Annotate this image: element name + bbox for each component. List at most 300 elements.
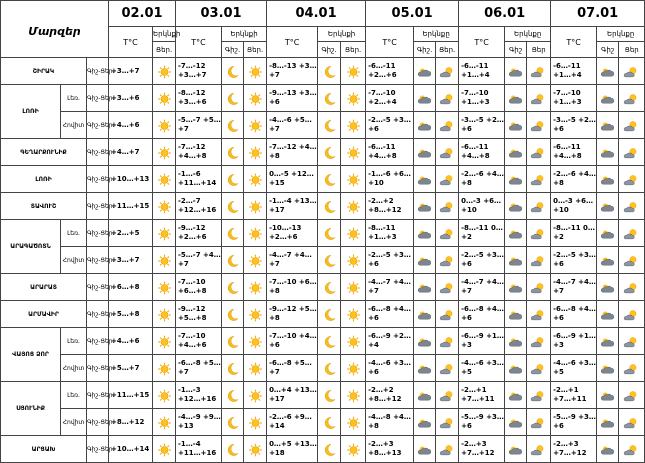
moon-icon (222, 247, 244, 274)
region-name: ԳԵՂԱՐՔՈՒՆԻՔ (1, 139, 87, 166)
temperature-cell: +8…+12 (109, 409, 153, 436)
table-row (1, 247, 645, 274)
cloud-icon (505, 274, 527, 301)
temperature-cell: -1…-4 +13…+17 (267, 193, 318, 220)
night-header: Գիշ (505, 42, 527, 58)
temperature-cell: -5…-7 +5…+7 (176, 112, 222, 139)
cloud-icon (597, 220, 619, 247)
cloud-icon (414, 139, 436, 166)
region-name: ԱՐՄԱՎԻՐ (1, 301, 87, 328)
sun-icon (153, 193, 176, 220)
temperature-cell: -4…-6 +3…+6 (366, 355, 414, 382)
day-header: Ցեր. (436, 42, 459, 58)
region-name: ՇԻՐԱԿ (1, 58, 87, 85)
temperature-cell: -8…-13 +3…+7 (267, 58, 318, 85)
sun-cloud-icon (527, 139, 551, 166)
sun-icon (153, 382, 176, 409)
sun-icon (153, 436, 176, 463)
sun-icon (244, 58, 267, 85)
sun-icon (153, 139, 176, 166)
temperature-cell: -4…-6 +3…+5 (551, 355, 597, 382)
moon-icon (222, 220, 244, 247)
sun-cloud-icon (436, 436, 459, 463)
cloud-icon (414, 436, 436, 463)
cloud-icon (414, 166, 436, 193)
sun-cloud-icon (436, 355, 459, 382)
table-row (1, 220, 645, 247)
cloud-icon (414, 220, 436, 247)
sun-icon (244, 301, 267, 328)
sun-cloud-icon (619, 166, 645, 193)
sun-icon (244, 166, 267, 193)
night-header: Գիշ. (318, 42, 341, 58)
temperature-cell: -6…-11 +4…+8 (551, 139, 597, 166)
temperature-cell: -2…+3 +7…+12 (551, 436, 597, 463)
moon-icon (222, 58, 244, 85)
period-label: Գիշ-Ցեր. (87, 166, 109, 193)
temperature-cell: -3…-5 +2…+6 (551, 112, 597, 139)
temperature-cell: -7…-10 +1…+3 (459, 85, 505, 112)
period-label: Գիշ-Ցեր. (87, 409, 109, 436)
temperature-cell: -2…-6 +4…+8 (551, 166, 597, 193)
moon-icon (222, 274, 244, 301)
sun-cloud-icon (619, 247, 645, 274)
day-header: Ցեր. (341, 42, 366, 58)
sun-icon (341, 220, 366, 247)
temperature-cell: -2…-5 +3…+6 (366, 112, 414, 139)
temperature-cell: -6…-11 +1…+4 (459, 58, 505, 85)
moon-icon (222, 139, 244, 166)
cloud-icon (597, 382, 619, 409)
cloud-icon (414, 85, 436, 112)
sun-icon (153, 112, 176, 139)
date-header: 06.01 (459, 1, 551, 27)
sun-icon (153, 409, 176, 436)
temperature-cell: -9…-12 +5…+8 (267, 301, 318, 328)
temperature-cell: -6…-8 +5…+7 (267, 355, 318, 382)
moon-icon (318, 436, 341, 463)
sky-header: Երկնքը (414, 27, 459, 42)
cloud-icon (505, 166, 527, 193)
period-label: Գիշ-Ցեր. (87, 301, 109, 328)
period-label: Գիշ-Ցեր. (87, 85, 109, 112)
cloud-icon (414, 274, 436, 301)
sun-icon (244, 139, 267, 166)
subregion-name: Հովիտ (61, 355, 87, 382)
temperature-cell: -2…-5 +3…+6 (459, 247, 505, 274)
moon-icon (318, 193, 341, 220)
sun-cloud-icon (527, 85, 551, 112)
sun-cloud-icon (436, 220, 459, 247)
cloud-icon (505, 382, 527, 409)
cloud-icon (505, 193, 527, 220)
sun-icon (244, 274, 267, 301)
table-row (1, 139, 645, 166)
sun-cloud-icon (527, 328, 551, 355)
sun-icon (341, 139, 366, 166)
sky-header: Երկնքի (222, 27, 267, 42)
cloud-icon (414, 112, 436, 139)
sun-cloud-icon (436, 166, 459, 193)
table-row (1, 301, 645, 328)
temperature-cell: -10…-13 +2…+6 (267, 220, 318, 247)
temperature-cell: -3…-5 +2…+6 (459, 112, 505, 139)
sun-cloud-icon (436, 328, 459, 355)
temperature-cell: -2…+3 +7…+12 (459, 436, 505, 463)
temperature-cell: -2…-6 +9…+14 (267, 409, 318, 436)
temperature-cell: -7…-12 +4…+8 (267, 139, 318, 166)
sun-cloud-icon (527, 436, 551, 463)
table-row (1, 193, 645, 220)
sun-icon (341, 328, 366, 355)
temperature-cell: -6…-11 +4…+8 (459, 139, 505, 166)
sun-icon (341, 85, 366, 112)
temperature-cell: -6…-9 +2…+4 (366, 328, 414, 355)
cloud-icon (597, 328, 619, 355)
temp-header: T°C (267, 27, 318, 58)
temperature-cell: -5…-9 +3…+6 (459, 409, 505, 436)
sun-icon (244, 220, 267, 247)
sun-icon (153, 58, 176, 85)
temperature-cell: -2…+3 +8…+13 (366, 436, 414, 463)
sun-cloud-icon (619, 274, 645, 301)
subregion-name: Հովիտ (61, 247, 87, 274)
sun-icon (153, 85, 176, 112)
sun-icon (244, 193, 267, 220)
sun-cloud-icon (527, 274, 551, 301)
sky-header: Երկնքի (153, 27, 176, 42)
table-row (1, 409, 645, 436)
subregion-name: Հովիտ (61, 409, 87, 436)
temperature-cell: 0…-3 +6…+10 (551, 193, 597, 220)
cloud-icon (505, 112, 527, 139)
cloud-icon (505, 301, 527, 328)
temp-header: T°C (366, 27, 414, 58)
sun-icon (153, 274, 176, 301)
moon-icon (318, 166, 341, 193)
sun-icon (153, 166, 176, 193)
day-header: Ցեր. (153, 42, 176, 58)
cloud-icon (597, 247, 619, 274)
sun-cloud-icon (619, 58, 645, 85)
sun-cloud-icon (527, 166, 551, 193)
moon-icon (318, 58, 341, 85)
temperature-cell: +10…+13 (109, 166, 153, 193)
cloud-icon (505, 139, 527, 166)
temperature-cell: +11…+15 (109, 193, 153, 220)
temperature-cell: -1…-4 +11…+16 (176, 436, 222, 463)
region-name: ՏԱՎՈՒՇ (1, 193, 87, 220)
period-label: Գիշ-Ցեր. (87, 355, 109, 382)
cloud-icon (414, 409, 436, 436)
temp-header: T°C (176, 27, 222, 58)
moon-icon (318, 112, 341, 139)
temperature-cell: -6…-11 +2…+6 (366, 58, 414, 85)
temperature-cell: -8…-11 0…+2 (459, 220, 505, 247)
cloud-icon (505, 247, 527, 274)
temperature-cell: -9…-12 +2…+6 (176, 220, 222, 247)
sun-cloud-icon (527, 409, 551, 436)
table-row (1, 85, 645, 112)
temperature-cell: -9…-13 +3…+6 (267, 85, 318, 112)
sun-cloud-icon (619, 139, 645, 166)
sun-icon (153, 220, 176, 247)
moon-icon (318, 220, 341, 247)
cloud-icon (597, 436, 619, 463)
sun-icon (341, 436, 366, 463)
period-label: Գիշ-Ցեր. (87, 382, 109, 409)
cloud-icon (505, 58, 527, 85)
temperature-cell: -7…-10 +4…+6 (176, 328, 222, 355)
sky-header: Երկնքի (318, 27, 366, 42)
table-row (1, 436, 645, 463)
cloud-icon (505, 85, 527, 112)
moon-icon (318, 247, 341, 274)
moon-icon (318, 382, 341, 409)
sun-cloud-icon (619, 436, 645, 463)
period-label: Գիշ-Ցեր. (87, 58, 109, 85)
temperature-cell: +5…+8 (109, 301, 153, 328)
sun-cloud-icon (436, 409, 459, 436)
moon-icon (222, 328, 244, 355)
period-label: Գիշ-Ցեր. (87, 274, 109, 301)
sun-cloud-icon (619, 328, 645, 355)
sun-cloud-icon (527, 382, 551, 409)
sun-icon (341, 355, 366, 382)
sun-cloud-icon (436, 58, 459, 85)
table-row (1, 112, 645, 139)
temperature-cell: -7…-10 +6…+8 (267, 274, 318, 301)
temperature-cell: -6…-11 +1…+4 (551, 58, 597, 85)
moon-icon (318, 301, 341, 328)
day-header: Ցեր. (244, 42, 267, 58)
moon-icon (318, 409, 341, 436)
temperature-cell: -2…-6 +4…+8 (459, 166, 505, 193)
cloud-icon (505, 436, 527, 463)
moon-icon (222, 301, 244, 328)
region-name: ԱՐՑԱԽ (1, 436, 87, 463)
date-header: 04.01 (267, 1, 366, 27)
temperature-cell: -6…-8 +5…+7 (176, 355, 222, 382)
sun-icon (244, 112, 267, 139)
temperature-cell: -1…-3 +12…+16 (176, 382, 222, 409)
moon-icon (318, 139, 341, 166)
moon-icon (222, 382, 244, 409)
temperature-cell: 0…+4 +13…+17 (267, 382, 318, 409)
temperature-cell: -2…-5 +3…+6 (551, 247, 597, 274)
temperature-cell: -9…-12 +5…+8 (176, 301, 222, 328)
cloud-icon (597, 355, 619, 382)
sun-cloud-icon (619, 193, 645, 220)
sun-cloud-icon (436, 301, 459, 328)
sun-cloud-icon (436, 112, 459, 139)
moon-icon (222, 193, 244, 220)
temperature-cell: -6…-11 +4…+8 (366, 139, 414, 166)
temp-header: T°C (551, 27, 597, 58)
moon-icon (222, 166, 244, 193)
sun-icon (244, 328, 267, 355)
sky-header: Երկնքը (597, 27, 645, 42)
sun-cloud-icon (619, 112, 645, 139)
sun-cloud-icon (436, 139, 459, 166)
temperature-cell: -6…-8 +4…+6 (366, 301, 414, 328)
temperature-cell: +4…+6 (109, 112, 153, 139)
temperature-cell: -7…-12 +4…+8 (176, 139, 222, 166)
cloud-icon (597, 166, 619, 193)
sun-icon (341, 409, 366, 436)
sun-icon (244, 436, 267, 463)
temperature-cell: -6…-9 +1…+3 (459, 328, 505, 355)
night-header: Գիշ. (414, 42, 436, 58)
moon-icon (318, 274, 341, 301)
date-header: 03.01 (176, 1, 267, 27)
temperature-cell: -5…-9 +3…+6 (551, 409, 597, 436)
sun-icon (153, 328, 176, 355)
temperature-cell: -2…+2 +8…+12 (366, 193, 414, 220)
cloud-icon (597, 274, 619, 301)
cloud-icon (505, 328, 527, 355)
cloud-icon (414, 58, 436, 85)
cloud-icon (597, 58, 619, 85)
sun-cloud-icon (527, 112, 551, 139)
period-label: Գիշ-Ցեր. (87, 328, 109, 355)
temp-header: T°C (459, 27, 505, 58)
cloud-icon (505, 409, 527, 436)
sun-icon (153, 301, 176, 328)
temperature-cell: +11…+15 (109, 382, 153, 409)
subregion-name: Լեռ. (61, 328, 87, 355)
temperature-cell: -7…-10 +4…+6 (267, 328, 318, 355)
moon-icon (222, 409, 244, 436)
temp-header: T°C (109, 27, 153, 58)
period-label: Գիշ-Ցեր. (87, 436, 109, 463)
period-label: Գիշ-Ցեր. (87, 193, 109, 220)
temperature-cell: -6…-8 +4…+6 (459, 301, 505, 328)
region-name: ՍՅՈՒՆԻՔ (1, 382, 61, 436)
sun-icon (341, 301, 366, 328)
sun-cloud-icon (436, 193, 459, 220)
temperature-cell: -4…-7 +4…+7 (459, 274, 505, 301)
sun-icon (153, 355, 176, 382)
region-name: ՎԱՅՈՑ ՁՈՐ (1, 328, 61, 382)
subregion-name: Լեռ. (61, 85, 87, 112)
temperature-cell: +10…+14 (109, 436, 153, 463)
temperature-cell: -1…-6 +6…+10 (366, 166, 414, 193)
temperature-cell: -6…-9 +1…+3 (551, 328, 597, 355)
sky-header: Երկնքը (505, 27, 551, 42)
sun-cloud-icon (436, 247, 459, 274)
table-row (1, 382, 645, 409)
sun-icon (341, 382, 366, 409)
temperature-cell: -8…-11 +1…+3 (366, 220, 414, 247)
period-label: Գիշ-Ցեր. (87, 247, 109, 274)
cloud-icon (597, 85, 619, 112)
period-label: Գիշ-Ցեր. (87, 139, 109, 166)
sun-icon (244, 247, 267, 274)
cloud-icon (414, 247, 436, 274)
sun-icon (341, 58, 366, 85)
moon-icon (318, 85, 341, 112)
sun-cloud-icon (527, 355, 551, 382)
temperature-cell: -8…-11 0…+2 (551, 220, 597, 247)
temperature-cell: -4…-7 +4…+7 (267, 247, 318, 274)
sun-icon (341, 193, 366, 220)
temperature-cell: -1…-6 +11…+14 (176, 166, 222, 193)
moon-icon (222, 112, 244, 139)
cloud-icon (597, 112, 619, 139)
moon-icon (318, 328, 341, 355)
table-row (1, 328, 645, 355)
temperature-cell: +4…+6 (109, 328, 153, 355)
sun-icon (153, 247, 176, 274)
temperature-cell: +2…+5 (109, 220, 153, 247)
sun-cloud-icon (527, 193, 551, 220)
period-label: Գիշ-Ցեր. (87, 220, 109, 247)
temperature-cell: -7…-10 +1…+3 (551, 85, 597, 112)
table-row (1, 274, 645, 301)
temperature-cell: -4…-9 +9…+13 (176, 409, 222, 436)
day-header: Ցեր (619, 42, 645, 58)
cloud-icon (597, 409, 619, 436)
cloud-icon (505, 355, 527, 382)
temperature-cell: +5…+7 (109, 355, 153, 382)
cloud-icon (597, 301, 619, 328)
temperature-cell: -7…-10 +2…+4 (366, 85, 414, 112)
temperature-cell: +3…+7 (109, 247, 153, 274)
table-row (1, 166, 645, 193)
cloud-icon (414, 301, 436, 328)
temperature-cell: -4…-8 +4…+8 (366, 409, 414, 436)
subregion-name: Լեռ. (61, 382, 87, 409)
moon-icon (222, 85, 244, 112)
sun-icon (341, 274, 366, 301)
temperature-cell: 0…-5 +12…+15 (267, 166, 318, 193)
sun-cloud-icon (619, 85, 645, 112)
temperature-cell: -8…-12 +3…+6 (176, 85, 222, 112)
cloud-icon (414, 193, 436, 220)
temperature-cell: +3…+7 (109, 58, 153, 85)
region-name: ԼՈՌԻ (1, 166, 87, 193)
night-header: Գիշ (597, 42, 619, 58)
temperature-cell: +6…+8 (109, 274, 153, 301)
subregion-name: Հովիտ (61, 112, 87, 139)
sun-icon (341, 247, 366, 274)
date-header: 05.01 (366, 1, 459, 27)
temperature-cell: -4…-7 +4…+7 (551, 274, 597, 301)
period-label: Գիշ-Ցեր. (87, 112, 109, 139)
sun-cloud-icon (527, 247, 551, 274)
date-header: 07.01 (551, 1, 645, 27)
temperature-cell: 0…-3 +6…+10 (459, 193, 505, 220)
temperature-cell: -6…-8 +4…+6 (551, 301, 597, 328)
sun-icon (341, 112, 366, 139)
region-name: ԼՈՌԻ (1, 85, 61, 139)
sun-cloud-icon (436, 382, 459, 409)
table-row (1, 58, 645, 85)
moon-icon (318, 355, 341, 382)
sun-cloud-icon (527, 58, 551, 85)
table-row (1, 355, 645, 382)
temperature-cell: +3…+6 (109, 85, 153, 112)
sun-icon (244, 355, 267, 382)
temperature-cell: +4…+7 (109, 139, 153, 166)
cloud-icon (414, 328, 436, 355)
temperature-cell: -7…-12 +3…+7 (176, 58, 222, 85)
sun-cloud-icon (436, 274, 459, 301)
temperature-cell: -2…+1 +7…+11 (459, 382, 505, 409)
cloud-icon (414, 382, 436, 409)
night-header: Գիշ. (222, 42, 244, 58)
